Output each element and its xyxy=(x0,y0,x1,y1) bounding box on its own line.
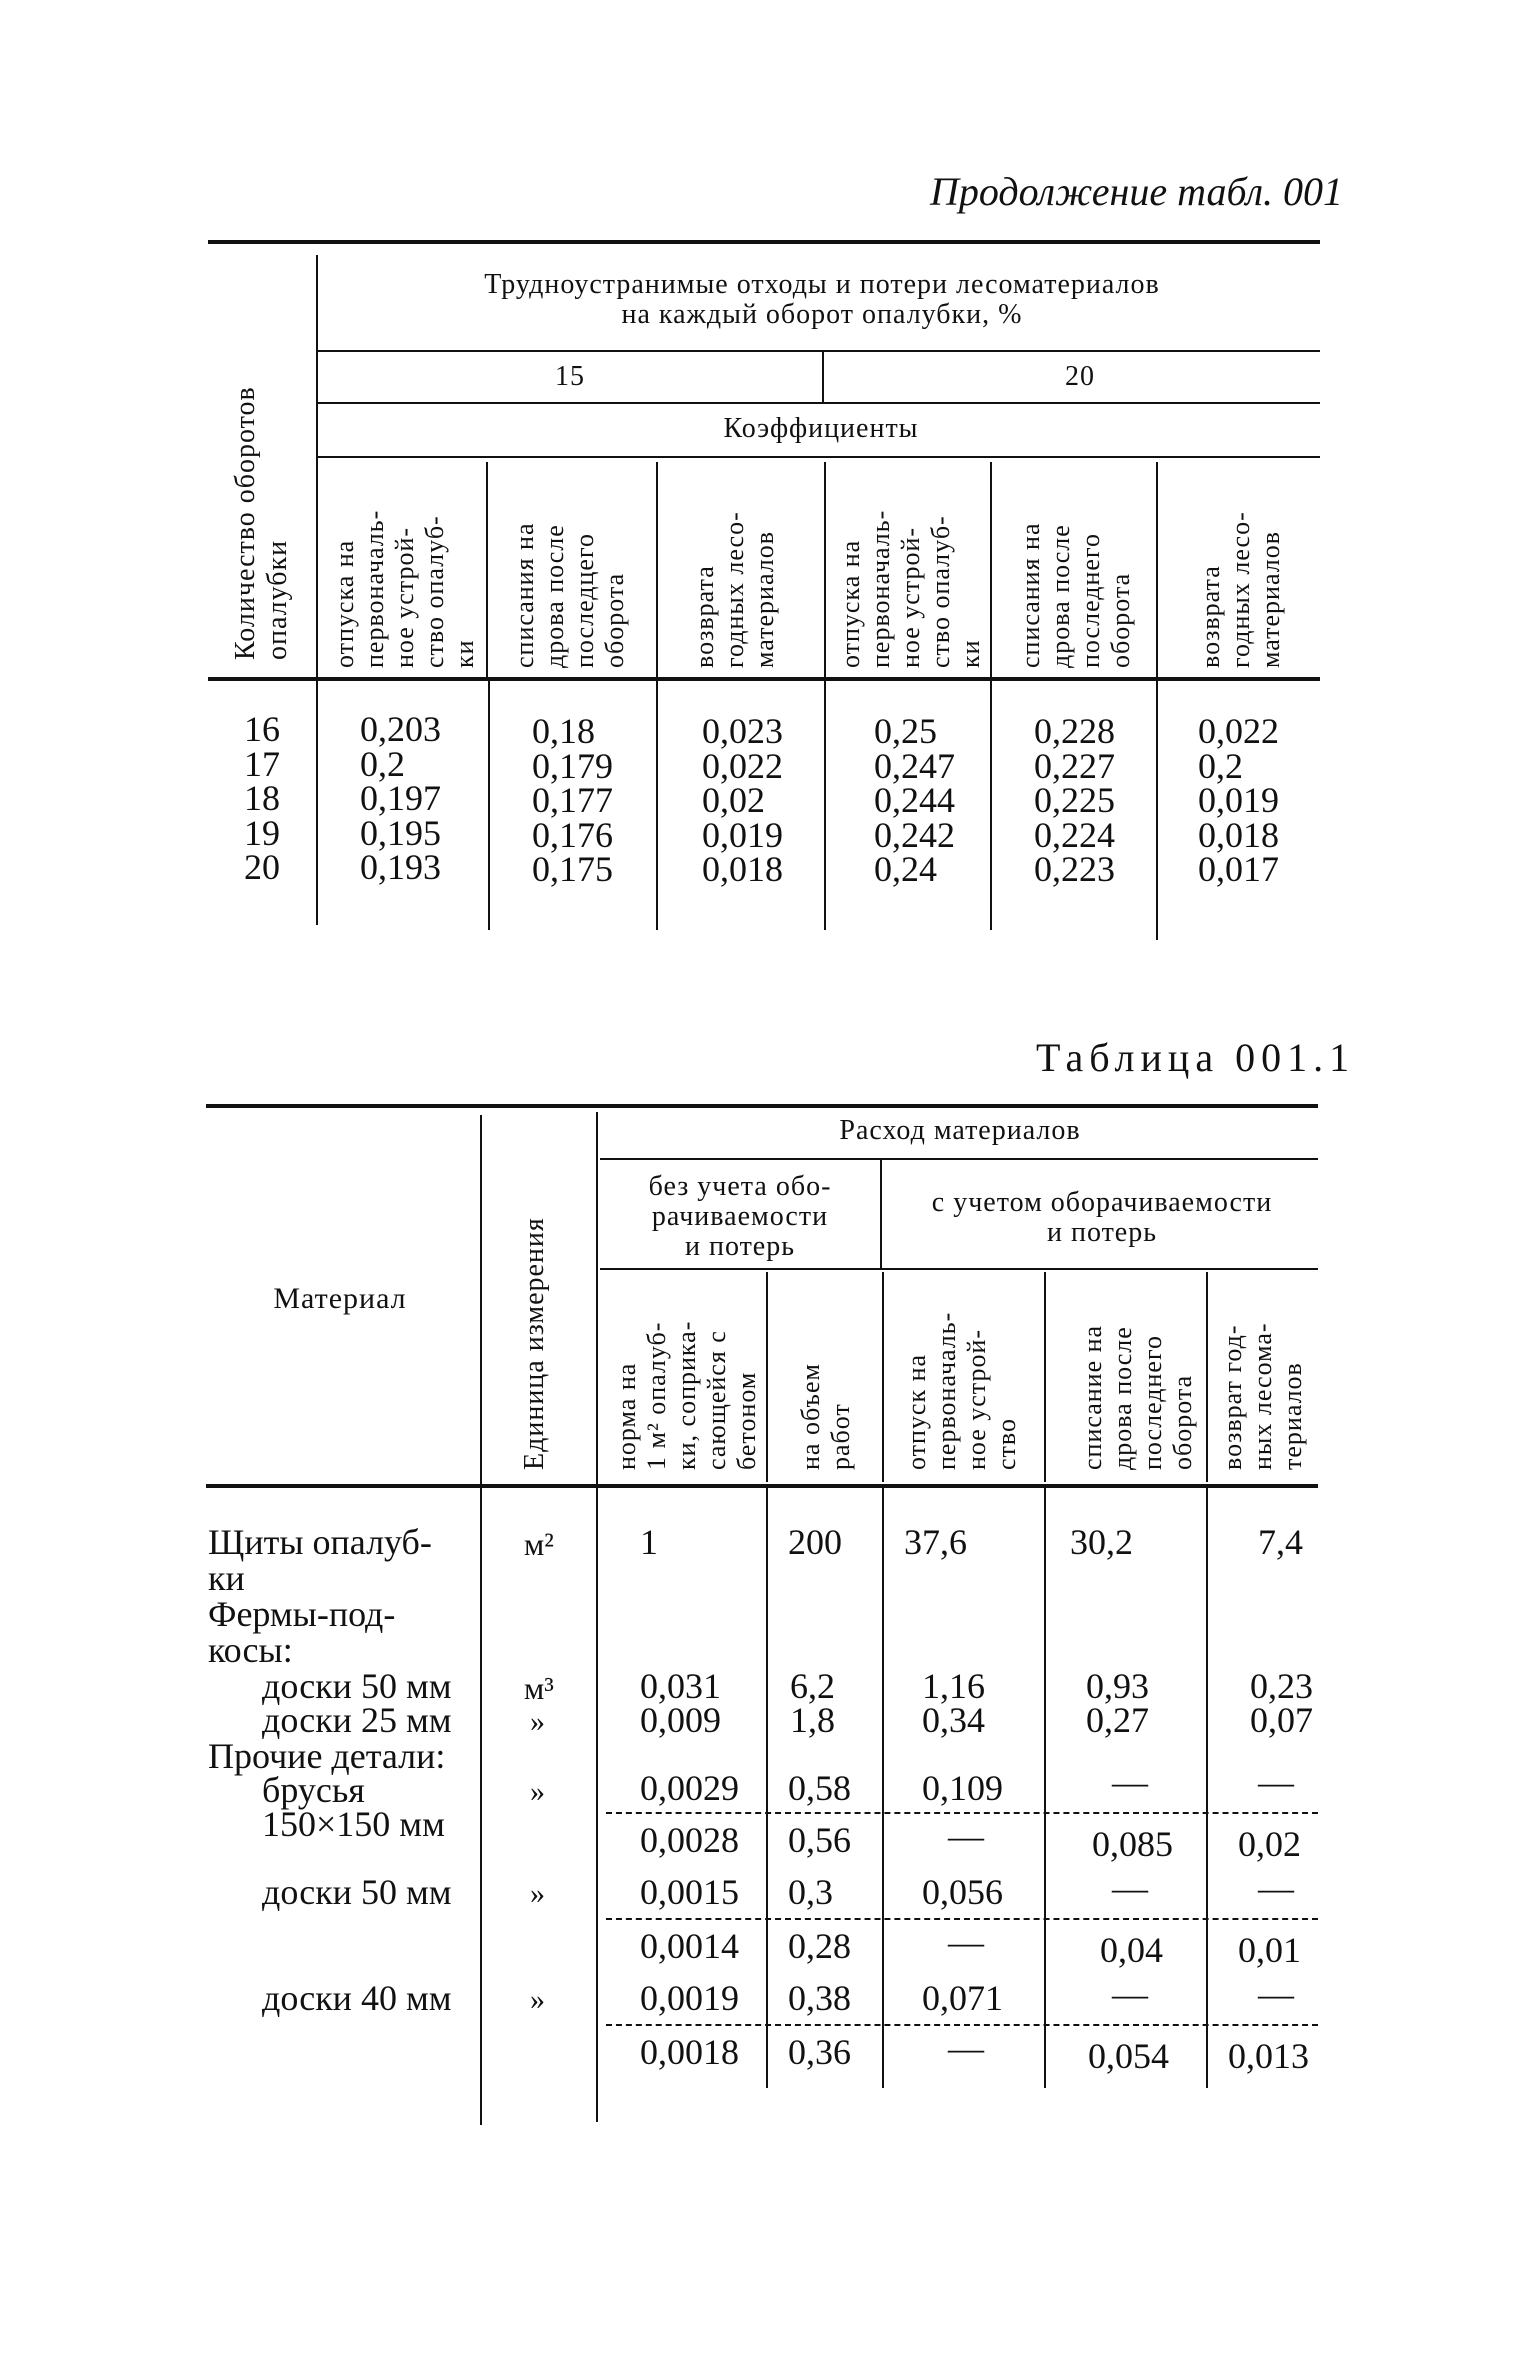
r6b-norm: 0,0028 xyxy=(640,1820,739,1860)
table1-divider-c1 xyxy=(486,462,488,677)
r4-release: 0,34 xyxy=(922,1700,985,1740)
table1-sub-6: возврата годных лесо- материалов xyxy=(1196,511,1285,668)
table1-divider-c2 xyxy=(656,462,658,677)
r6b-writeoff: 0,085 xyxy=(1092,1824,1173,1864)
r6a-writeoff: — xyxy=(1112,1762,1148,1802)
material-other-parts: Прочие детали: xyxy=(208,1736,446,1776)
material-trusses-cont: косы: xyxy=(208,1630,293,1670)
table2-divider-s2 xyxy=(882,1272,884,1482)
table2-sub-1: норма на 1 м² опалуб- ки, соприка- сающейся с бетоном xyxy=(612,1320,761,1470)
table1-turns-column: 16 17 18 19 20 xyxy=(244,709,280,887)
r7a-norm: 0,0015 xyxy=(640,1872,739,1912)
table1-sub-4: отпуска на первоначаль- ное устрой- ство опалуб- ки xyxy=(836,509,985,668)
table1-pct-15: 15 xyxy=(555,361,585,392)
r7b-release: — xyxy=(948,1922,984,1962)
r3-volume: 6,2 xyxy=(790,1666,835,1706)
r3-return: 0,23 xyxy=(1250,1666,1313,1706)
r8b-return: 0,013 xyxy=(1228,2036,1309,2076)
table2-rule-groups xyxy=(600,1158,1318,1160)
r8a-release: 0,071 xyxy=(922,1978,1003,2018)
table1-col-4-values: 0,25 0,247 0,244 0,242 0,24 xyxy=(874,711,955,889)
table1-divider-rows xyxy=(316,255,318,925)
table2-body-divider-1 xyxy=(766,1488,768,2088)
table1-rule-pct xyxy=(318,350,1320,352)
r7a-writeoff: — xyxy=(1112,1868,1148,1908)
unit-r1: м² xyxy=(524,1526,554,1562)
unit-r7: » xyxy=(530,1877,545,1910)
r8b-release: — xyxy=(948,2028,984,2068)
r8a-norm: 0,0019 xyxy=(640,1978,739,2018)
table1-rule-coef xyxy=(318,402,1320,404)
table1-divider-pct xyxy=(822,352,824,402)
r3-release: 1,16 xyxy=(922,1666,985,1706)
material-beams-size: 150×150 мм xyxy=(262,1804,445,1844)
table1-pct-20: 20 xyxy=(1065,361,1095,392)
table1-divider-c5 xyxy=(1156,462,1158,677)
r8b-writeoff: 0,054 xyxy=(1088,2036,1169,2076)
r8b-norm: 0,0018 xyxy=(640,2032,739,2072)
material-boards-40: доски 40 мм xyxy=(262,1978,452,2018)
r8a-return: — xyxy=(1258,1974,1294,2014)
table2-body-divider-2 xyxy=(882,1488,884,2088)
table2-col-material: Материал xyxy=(273,1282,407,1315)
table1-sub-2: списания на дрова после последцего оборота xyxy=(510,522,629,668)
r7b-norm: 0,0014 xyxy=(640,1926,739,1966)
table1-rule-sub xyxy=(318,456,1320,458)
r7-fraction-rule xyxy=(606,1918,1318,1920)
table2-header-bottom-rule xyxy=(206,1484,1318,1488)
r1-return: 7,4 xyxy=(1258,1522,1303,1562)
table1-col-3-values: 0,023 0,022 0,02 0,019 0,018 xyxy=(702,711,783,889)
r4-return: 0,07 xyxy=(1250,1700,1313,1740)
table1-col-5-values: 0,228 0,227 0,225 0,224 0,223 xyxy=(1034,711,1115,889)
table2-divider-material xyxy=(480,1115,482,2125)
r8b-volume: 0,36 xyxy=(788,2032,851,2072)
table2-rule-sub xyxy=(600,1268,1318,1270)
r4-norm: 0,009 xyxy=(640,1700,721,1740)
table1-sub-1: отпуска на первоначаль- ное устрой- ство опалуб- ки xyxy=(330,509,479,668)
r3-writeoff: 0,93 xyxy=(1086,1666,1149,1706)
unit-r8: » xyxy=(530,1983,545,2016)
table2-sub-2: на объем работ xyxy=(796,1363,855,1470)
r1-writeoff: 30,2 xyxy=(1070,1522,1133,1562)
table1-col-6-values: 0,022 0,2 0,019 0,018 0,017 xyxy=(1198,711,1279,889)
r1-norm: 1 xyxy=(640,1522,658,1562)
r7a-return: — xyxy=(1258,1868,1294,1908)
r6a-norm: 0,0029 xyxy=(640,1768,739,1808)
r7b-return: 0,01 xyxy=(1238,1930,1301,1970)
table2-divider-s3 xyxy=(1044,1272,1046,1482)
unit-r3: м³ xyxy=(524,1670,554,1706)
table2-sub-4: списание на дрова после последнего оборота xyxy=(1078,1324,1197,1470)
material-beams: брусья xyxy=(262,1770,365,1810)
r4-volume: 1,8 xyxy=(790,1700,835,1740)
material-trusses: Фермы-под- xyxy=(208,1594,396,1634)
table2-body-divider-4 xyxy=(1206,1488,1208,2088)
material-shields: Щиты опалуб- xyxy=(208,1522,432,1562)
r7b-volume: 0,28 xyxy=(788,1926,851,1966)
table1-caption: Продолжение табл. 001 xyxy=(930,169,1344,214)
material-boards-25: доски 25 мм xyxy=(262,1700,452,1740)
table2-sub-5: возврат год- ных лесома- териалов xyxy=(1218,1322,1307,1470)
r6b-release: — xyxy=(948,1816,984,1856)
r1-volume: 200 xyxy=(788,1522,842,1562)
material-shields-cont: ки xyxy=(208,1558,245,1598)
table2-group-with: с учетом оборачиваемости и потерь xyxy=(931,1187,1273,1248)
table2-sub-3: отпуск на первоначаль- ное устрой- ство xyxy=(902,1311,1021,1470)
unit-r6: » xyxy=(530,1775,545,1808)
r6-fraction-rule xyxy=(606,1812,1318,1814)
r6a-volume: 0,58 xyxy=(788,1768,851,1808)
table1-divider-c4 xyxy=(990,462,992,677)
table1-body-divider-4 xyxy=(990,680,992,930)
table1-body-divider-1 xyxy=(488,680,490,930)
table2-divider-s1 xyxy=(766,1272,768,1482)
table1-header-main: Трудноустранимые отходы и потери лесоматериалов на каждый оборот опалубки, % xyxy=(484,269,1160,330)
table1-divider-c3 xyxy=(824,462,826,677)
r6b-return: 0,02 xyxy=(1238,1824,1301,1864)
r6a-release: 0,109 xyxy=(922,1768,1003,1808)
r8a-volume: 0,38 xyxy=(788,1978,851,2018)
r6a-return: — xyxy=(1258,1762,1294,1802)
table1-sub-5: списания на дрова после последнего оборота xyxy=(1016,522,1135,668)
table1-col-2-values: 0,18 0,179 0,177 0,176 0,175 xyxy=(532,711,613,889)
unit-r4: » xyxy=(530,1705,545,1738)
table2-divider-groups xyxy=(880,1160,882,1270)
table1-body-divider-2 xyxy=(656,680,658,930)
material-boards-50-b: доски 50 мм xyxy=(262,1872,452,1912)
table2-divider-s4 xyxy=(1206,1272,1208,1482)
table1-header-bottom-rule xyxy=(208,677,1320,681)
r7a-release: 0,056 xyxy=(922,1872,1003,1912)
table2-body-divider-3 xyxy=(1044,1488,1046,2088)
table1-body-divider-5 xyxy=(1156,680,1158,940)
table1-top-rule xyxy=(208,240,1320,244)
r1-release: 37,6 xyxy=(904,1522,967,1562)
table2-divider-unit xyxy=(596,1112,598,2122)
table2-group-without: без учета обо- рачиваемости и потерь xyxy=(648,1171,832,1262)
table1-body-divider-3 xyxy=(824,680,826,930)
material-boards-50-a: доски 50 мм xyxy=(262,1666,452,1706)
r7b-writeoff: 0,04 xyxy=(1100,1930,1163,1970)
r6b-volume: 0,56 xyxy=(788,1820,851,1860)
r7a-volume: 0,3 xyxy=(788,1872,833,1912)
table2-col-unit: Единица измерения xyxy=(519,1217,550,1470)
table2-top-rule xyxy=(206,1104,1318,1108)
table2-caption: Таблица 001.1 xyxy=(1036,1035,1356,1080)
r3-norm: 0,031 xyxy=(640,1666,721,1706)
r8a-writeoff: — xyxy=(1112,1974,1148,2014)
table1-coef-label: Коэффициенты xyxy=(723,413,919,444)
table2-header-main: Расход материалов xyxy=(839,1115,1081,1146)
r8-fraction-rule xyxy=(606,2024,1318,2026)
table1-col-rows-label: Количество оборотов опалубки xyxy=(230,386,293,660)
r4-writeoff: 0,27 xyxy=(1086,1700,1149,1740)
table1-col-1-values: 0,203 0,2 0,197 0,195 0,193 xyxy=(360,709,441,887)
table1-sub-3: возврата годных лесо- материалов xyxy=(690,511,779,668)
